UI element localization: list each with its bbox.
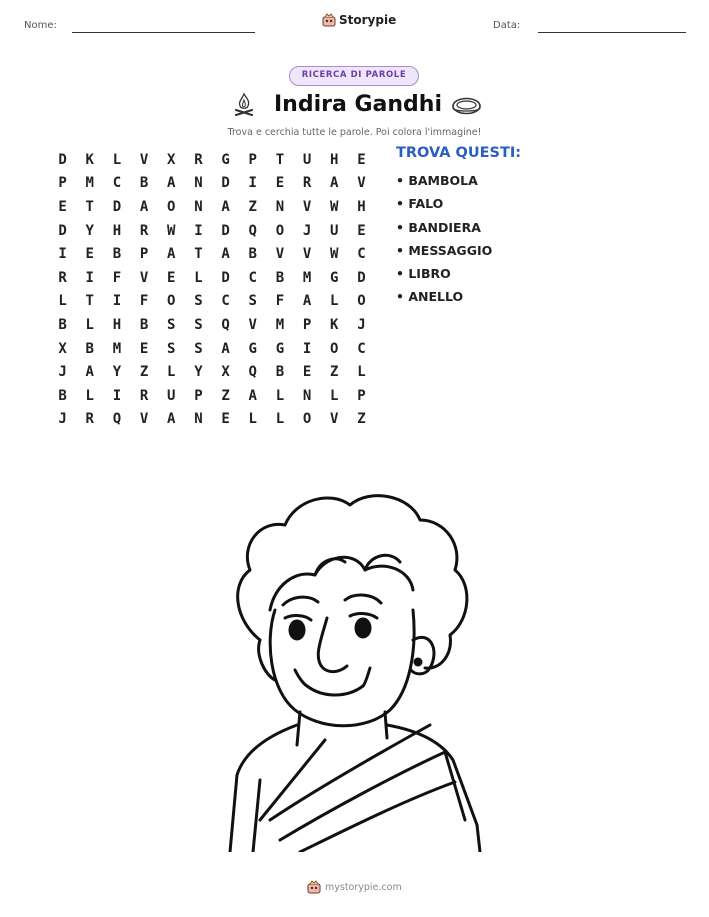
grid-cell[interactable]: B bbox=[139, 175, 149, 192]
name-line[interactable] bbox=[72, 32, 255, 33]
grid-cell[interactable]: B bbox=[58, 316, 67, 333]
grid-cell[interactable]: O bbox=[275, 222, 285, 239]
grid-cell[interactable]: W bbox=[330, 198, 339, 215]
grid-cell[interactable]: Q bbox=[248, 222, 257, 239]
grid-cell[interactable]: D bbox=[221, 222, 230, 239]
grid-cell[interactable]: A bbox=[248, 387, 257, 404]
word-item: • BAMBOLA bbox=[396, 173, 478, 188]
grid-cell[interactable]: X bbox=[167, 151, 176, 168]
grid-cell[interactable]: B bbox=[139, 316, 149, 333]
footer bbox=[307, 880, 402, 894]
grid-cell[interactable]: C bbox=[357, 340, 366, 357]
grid-cell[interactable]: Z bbox=[248, 198, 257, 215]
word-item: • ANELLO bbox=[396, 289, 464, 305]
grid-cell[interactable]: L bbox=[85, 316, 94, 333]
grid-cell[interactable]: V bbox=[139, 411, 149, 428]
grid-cell[interactable]: L bbox=[85, 387, 94, 404]
grid-cell[interactable]: J bbox=[58, 364, 67, 381]
grid-cell[interactable]: L bbox=[248, 411, 257, 428]
grid-cell[interactable]: V bbox=[330, 411, 339, 428]
word-item: • MESSAGGIO bbox=[396, 242, 493, 258]
grid-cell[interactable]: T bbox=[85, 198, 94, 215]
grid-cell[interactable]: R bbox=[194, 151, 203, 168]
grid-cell[interactable]: F bbox=[139, 293, 149, 310]
grid-cell[interactable]: O bbox=[167, 198, 176, 215]
grid-cell[interactable]: W bbox=[167, 222, 176, 239]
grid-cell[interactable]: N bbox=[194, 175, 203, 192]
word-search-grid[interactable] bbox=[49, 148, 375, 431]
grid-cell[interactable]: X bbox=[221, 364, 230, 381]
date-line[interactable] bbox=[538, 32, 686, 33]
grid-cell[interactable]: U bbox=[330, 222, 339, 239]
footer-url[interactable]: mystorypie.com bbox=[325, 881, 402, 893]
grid-cell[interactable]: L bbox=[275, 387, 285, 404]
coloring-illustration[interactable] bbox=[215, 490, 495, 852]
word-item: • LIBRO bbox=[396, 266, 451, 282]
page-title: Indira Gandhi bbox=[274, 92, 443, 117]
grid-cell[interactable]: A bbox=[302, 293, 312, 310]
grid-cell[interactable]: Z bbox=[139, 364, 149, 381]
puzzle-type-badge: RICERCA DI PAROLE bbox=[289, 66, 419, 86]
word-list-title: TROVA QUESTI: bbox=[396, 145, 522, 161]
grid-cell[interactable]: F bbox=[112, 269, 122, 286]
grid-cell[interactable]: V bbox=[139, 269, 149, 286]
grid-cell[interactable]: G bbox=[330, 269, 339, 286]
grid-cell[interactable]: G bbox=[248, 340, 257, 357]
grid-cell[interactable]: A bbox=[139, 198, 149, 215]
grid-cell[interactable]: C bbox=[357, 246, 366, 263]
grid-cell[interactable]: J bbox=[357, 316, 366, 333]
grid-cell[interactable]: B bbox=[248, 246, 257, 263]
grid-cell[interactable]: F bbox=[275, 293, 285, 310]
grid-cell[interactable]: E bbox=[302, 364, 312, 381]
date-label: Data: bbox=[493, 20, 521, 31]
grid-cell[interactable]: P bbox=[139, 246, 149, 263]
grid-cell[interactable]: V bbox=[139, 151, 149, 168]
grid-cell[interactable]: O bbox=[330, 340, 339, 357]
grid-cell[interactable]: I bbox=[302, 340, 312, 357]
grid-cell[interactable]: L bbox=[194, 269, 203, 286]
grid-cell[interactable]: S bbox=[167, 316, 176, 333]
grid-cell[interactable]: I bbox=[112, 387, 122, 404]
grid-cell[interactable]: T bbox=[275, 151, 285, 168]
grid-cell[interactable]: I bbox=[248, 175, 257, 192]
grid-cell[interactable]: V bbox=[302, 246, 312, 263]
grid-cell[interactable]: V bbox=[248, 316, 257, 333]
grid-cell[interactable]: N bbox=[302, 387, 312, 404]
word-list bbox=[396, 171, 492, 311]
grid-cell[interactable]: P bbox=[357, 387, 366, 404]
grid-cell[interactable]: R bbox=[139, 387, 149, 404]
grid-cell[interactable]: R bbox=[85, 411, 94, 428]
grid-cell[interactable]: D bbox=[112, 198, 122, 215]
grid-cell[interactable]: V bbox=[302, 198, 312, 215]
grid-cell[interactable]: D bbox=[221, 269, 230, 286]
grid-cell[interactable]: M bbox=[85, 175, 94, 192]
grid-cell[interactable]: P bbox=[248, 151, 257, 168]
grid-cell[interactable]: M bbox=[112, 340, 122, 357]
grid-cell[interactable]: V bbox=[357, 175, 366, 192]
grid-cell[interactable]: K bbox=[330, 316, 339, 333]
grid-cell[interactable]: G bbox=[275, 340, 285, 357]
grid-cell[interactable]: X bbox=[58, 340, 67, 357]
grid-cell[interactable]: V bbox=[275, 246, 285, 263]
grid-cell[interactable]: Q bbox=[112, 411, 122, 428]
grid-cell[interactable]: E bbox=[357, 151, 366, 168]
storypie-logo-icon bbox=[307, 880, 321, 894]
grid-cell[interactable]: E bbox=[357, 222, 366, 239]
grid-cell[interactable]: B bbox=[58, 387, 67, 404]
grid-cell[interactable]: J bbox=[58, 411, 67, 428]
grid-cell[interactable]: D bbox=[58, 222, 67, 239]
grid-cell[interactable]: N bbox=[194, 198, 203, 215]
grid-cell[interactable]: O bbox=[302, 411, 312, 428]
grid-cell[interactable]: H bbox=[330, 151, 339, 168]
grid-cell[interactable]: L bbox=[275, 411, 285, 428]
grid-cell[interactable]: E bbox=[58, 198, 67, 215]
grid-cell[interactable]: A bbox=[167, 175, 176, 192]
grid-cell[interactable]: D bbox=[221, 175, 230, 192]
grid-cell[interactable]: Y bbox=[85, 222, 94, 239]
storypie-logo-icon bbox=[322, 13, 336, 27]
grid-cell[interactable]: N bbox=[275, 198, 285, 215]
grid-cell[interactable]: B bbox=[112, 246, 122, 263]
grid-cell[interactable]: S bbox=[194, 340, 203, 357]
grid-cell[interactable]: I bbox=[112, 293, 122, 310]
grid-cell[interactable]: C bbox=[221, 293, 230, 310]
grid-cell[interactable]: A bbox=[167, 411, 176, 428]
name-label: Nome: bbox=[24, 20, 57, 31]
grid-cell[interactable]: H bbox=[357, 198, 366, 215]
grid-cell[interactable]: T bbox=[85, 293, 94, 310]
grid-cell[interactable]: L bbox=[330, 387, 339, 404]
grid-cell[interactable]: L bbox=[112, 151, 122, 168]
grid-cell[interactable]: A bbox=[85, 364, 94, 381]
grid-cell[interactable]: E bbox=[221, 411, 230, 428]
grid-cell[interactable]: T bbox=[194, 246, 203, 263]
grid-cell[interactable]: G bbox=[221, 151, 230, 168]
grid-cell[interactable]: Z bbox=[330, 364, 339, 381]
grid-cell[interactable]: E bbox=[139, 340, 149, 357]
grid-cell[interactable]: S bbox=[167, 340, 176, 357]
grid-cell[interactable]: B bbox=[275, 364, 285, 381]
grid-cell[interactable]: S bbox=[194, 316, 203, 333]
grid-cell[interactable]: A bbox=[221, 198, 230, 215]
grid-cell[interactable]: U bbox=[302, 151, 312, 168]
grid-cell[interactable]: D bbox=[58, 151, 67, 168]
ring-icon bbox=[451, 96, 482, 116]
grid-cell[interactable]: D bbox=[357, 269, 366, 286]
grid-cell[interactable]: M bbox=[302, 269, 312, 286]
grid-cell[interactable]: B bbox=[275, 269, 285, 286]
brand-name: Storypie bbox=[339, 13, 397, 27]
grid-cell[interactable]: L bbox=[357, 364, 366, 381]
grid-cell[interactable]: C bbox=[248, 269, 257, 286]
grid-cell[interactable]: I bbox=[194, 222, 203, 239]
grid-cell[interactable]: H bbox=[112, 222, 122, 239]
grid-cell[interactable]: E bbox=[275, 175, 285, 192]
grid-cell[interactable]: L bbox=[167, 364, 176, 381]
grid-cell[interactable]: P bbox=[302, 316, 312, 333]
grid-cell[interactable]: E bbox=[167, 269, 176, 286]
grid-cell[interactable]: K bbox=[85, 151, 94, 168]
brand bbox=[322, 13, 396, 27]
grid-cell[interactable]: L bbox=[330, 293, 339, 310]
grid-cell[interactable]: R bbox=[139, 222, 149, 239]
grid-cell[interactable]: U bbox=[167, 387, 176, 404]
word-item: • FALO bbox=[396, 196, 444, 212]
grid-cell[interactable]: R bbox=[302, 175, 312, 192]
grid-cell[interactable]: A bbox=[167, 246, 176, 263]
grid-cell[interactable]: N bbox=[194, 411, 203, 428]
grid-cell[interactable]: S bbox=[194, 293, 203, 310]
grid-cell[interactable]: Z bbox=[221, 387, 230, 404]
grid-cell[interactable]: J bbox=[302, 222, 312, 239]
grid-cell[interactable]: W bbox=[330, 246, 339, 263]
grid-cell[interactable]: I bbox=[85, 269, 94, 286]
grid-cell[interactable]: R bbox=[58, 269, 67, 286]
grid-cell[interactable]: H bbox=[112, 316, 122, 333]
grid-cell[interactable]: Y bbox=[112, 364, 122, 381]
grid-cell[interactable]: E bbox=[85, 246, 94, 263]
grid-cell[interactable]: P bbox=[58, 175, 67, 192]
grid-cell[interactable]: A bbox=[221, 246, 230, 263]
grid-cell[interactable]: P bbox=[194, 387, 203, 404]
grid-cell[interactable]: A bbox=[330, 175, 339, 192]
instructions: Trova e cerchia tutte le parole. Poi colora l'immagine! bbox=[227, 127, 482, 138]
grid-cell[interactable]: A bbox=[221, 340, 230, 357]
grid-cell[interactable]: L bbox=[58, 293, 67, 310]
grid-cell[interactable]: Y bbox=[194, 364, 203, 381]
grid-cell[interactable]: Q bbox=[221, 316, 230, 333]
grid-cell[interactable]: O bbox=[357, 293, 366, 310]
campfire-icon bbox=[233, 92, 255, 118]
grid-cell[interactable]: Z bbox=[357, 411, 366, 428]
grid-cell[interactable]: Q bbox=[248, 364, 257, 381]
grid-cell[interactable]: M bbox=[275, 316, 285, 333]
grid-cell[interactable]: B bbox=[85, 340, 94, 357]
grid-cell[interactable]: O bbox=[167, 293, 176, 310]
grid-cell[interactable]: S bbox=[248, 293, 257, 310]
grid-cell[interactable]: I bbox=[58, 246, 67, 263]
grid-cell[interactable]: C bbox=[112, 175, 122, 192]
word-item: • BANDIERA bbox=[396, 219, 481, 235]
